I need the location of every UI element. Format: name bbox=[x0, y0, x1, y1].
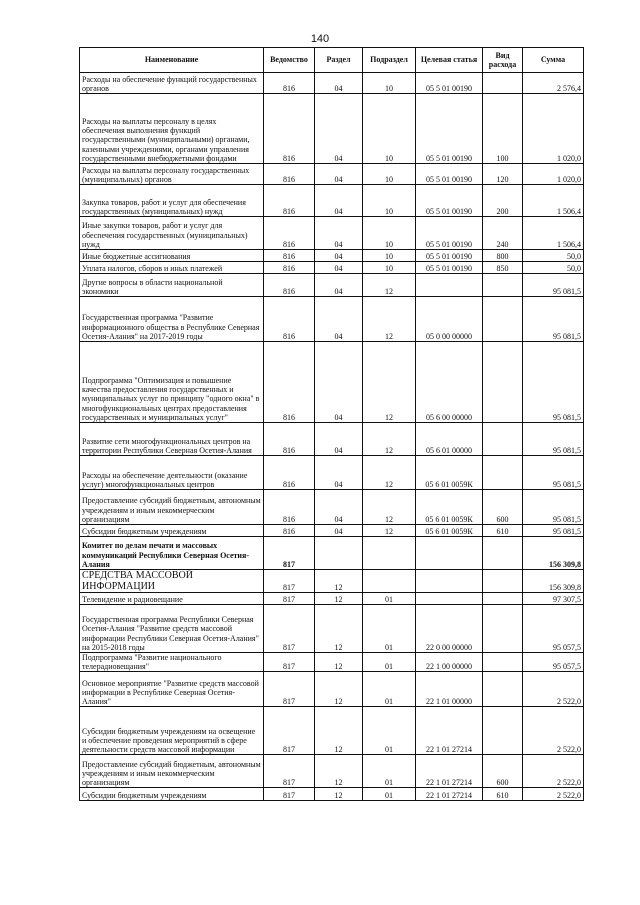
cell-name: Подпрограмма "Развитие национального телерадиовещания" bbox=[80, 653, 264, 672]
cell-department: 816 bbox=[264, 164, 315, 185]
cell-expense-type: 200 bbox=[483, 185, 523, 217]
cell-target-article: 05 5 01 00190 bbox=[416, 73, 483, 94]
cell-amount: 156 309,8 bbox=[523, 570, 584, 593]
cell-section: 12 bbox=[315, 593, 363, 605]
cell-department: 817 bbox=[264, 653, 315, 672]
cell-expense-type: 240 bbox=[483, 217, 523, 250]
cell-department: 816 bbox=[264, 342, 315, 423]
cell-amount: 156 309,8 bbox=[523, 537, 584, 570]
cell-target-article: 05 5 01 00190 bbox=[416, 185, 483, 217]
cell-section: 04 bbox=[315, 217, 363, 250]
cell-department: 816 bbox=[264, 217, 315, 250]
cell-name: Уплата налогов, сборов и иных платежей bbox=[80, 262, 264, 274]
cell-subsection: 01 bbox=[363, 755, 416, 788]
cell-subsection: 10 bbox=[363, 94, 416, 164]
cell-name: Субсидии бюджетным учреждениям bbox=[80, 788, 264, 801]
cell-section: 04 bbox=[315, 185, 363, 217]
cell-amount: 95 057,5 bbox=[523, 605, 584, 653]
cell-department: 816 bbox=[264, 250, 315, 262]
cell-subsection: 12 bbox=[363, 456, 416, 490]
cell-section: 04 bbox=[315, 423, 363, 456]
cell-name: Другие вопросы в области национальной экономики bbox=[80, 274, 264, 297]
cell-target-article: 05 5 01 00190 bbox=[416, 262, 483, 274]
table-row bbox=[80, 250, 584, 262]
cell-subsection bbox=[363, 570, 416, 593]
table-row bbox=[80, 164, 584, 185]
cell-subsection: 10 bbox=[363, 185, 416, 217]
cell-amount: 95 081,5 bbox=[523, 490, 584, 525]
table-row bbox=[80, 274, 584, 297]
table-row bbox=[80, 788, 584, 801]
table-row bbox=[80, 217, 584, 250]
cell-section: 04 bbox=[315, 164, 363, 185]
cell-department: 816 bbox=[264, 262, 315, 274]
cell-target-article: 05 6 00 00000 bbox=[416, 342, 483, 423]
table-row bbox=[80, 755, 584, 788]
cell-amount: 50,0 bbox=[523, 250, 584, 262]
cell-expense-type: 850 bbox=[483, 262, 523, 274]
cell-subsection: 10 bbox=[363, 73, 416, 94]
cell-target-article: 05 5 01 00190 bbox=[416, 217, 483, 250]
cell-section: 04 bbox=[315, 525, 363, 537]
cell-section: 04 bbox=[315, 73, 363, 94]
cell-expense-type bbox=[483, 570, 523, 593]
cell-expense-type: 610 bbox=[483, 788, 523, 801]
cell-department: 817 bbox=[264, 788, 315, 801]
column-header-target-article: Целевая статья bbox=[416, 48, 483, 73]
cell-name: Расходы на выплаты персоналу в целях обеспечения выполнения функций государственными (муниципальными) органами, казенными учреждениями, органами управления государственными внебюджетными фондами bbox=[80, 94, 264, 164]
cell-target-article: 05 0 00 00000 bbox=[416, 297, 483, 342]
cell-name: Закупка товаров, работ и услуг для обеспечения государственных (муниципальных) нужд bbox=[80, 185, 264, 217]
cell-department: 816 bbox=[264, 185, 315, 217]
cell-subsection: 01 bbox=[363, 593, 416, 605]
cell-department: 816 bbox=[264, 456, 315, 490]
cell-department: 817 bbox=[264, 672, 315, 707]
cell-section: 12 bbox=[315, 755, 363, 788]
cell-amount: 2 522,0 bbox=[523, 788, 584, 801]
cell-section: 12 bbox=[315, 605, 363, 653]
cell-section: 04 bbox=[315, 490, 363, 525]
cell-expense-type bbox=[483, 537, 523, 570]
cell-subsection: 01 bbox=[363, 653, 416, 672]
cell-expense-type: 600 bbox=[483, 755, 523, 788]
cell-department: 816 bbox=[264, 525, 315, 537]
cell-target-article: 22 1 01 00000 bbox=[416, 672, 483, 707]
table-row bbox=[80, 653, 584, 672]
cell-section: 12 bbox=[315, 653, 363, 672]
cell-name: Иные бюджетные ассигнования bbox=[80, 250, 264, 262]
cell-subsection: 01 bbox=[363, 605, 416, 653]
cell-target-article bbox=[416, 593, 483, 605]
column-header-name: Наименование bbox=[80, 48, 264, 73]
cell-target-article: 05 6 01 0059К bbox=[416, 490, 483, 525]
cell-amount: 1 020,0 bbox=[523, 164, 584, 185]
cell-section: 12 bbox=[315, 788, 363, 801]
table-row bbox=[80, 94, 584, 164]
cell-expense-type bbox=[483, 707, 523, 755]
table-row bbox=[80, 570, 584, 593]
cell-amount: 95 081,5 bbox=[523, 525, 584, 537]
cell-department: 817 bbox=[264, 707, 315, 755]
cell-section: 04 bbox=[315, 262, 363, 274]
cell-name: Основное мероприятие "Развитие средств массовой информации в Республике Северная Осетия-Алания" bbox=[80, 672, 264, 707]
page-number: 140 bbox=[310, 33, 330, 45]
table-row bbox=[80, 423, 584, 456]
cell-section: 12 bbox=[315, 672, 363, 707]
cell-name: Развитие сети многофункциональных центров на территории Республики Северная Осетия-Алания bbox=[80, 423, 264, 456]
cell-target-article: 05 6 01 0059К bbox=[416, 456, 483, 490]
cell-name: Комитет по делам печати и массовых коммуникаций Республики Северная Осетия-Алания bbox=[80, 537, 264, 570]
cell-expense-type bbox=[483, 423, 523, 456]
cell-target-article: 05 5 01 00190 bbox=[416, 94, 483, 164]
cell-expense-type bbox=[483, 297, 523, 342]
cell-amount: 95 057,5 bbox=[523, 653, 584, 672]
cell-amount: 95 081,5 bbox=[523, 423, 584, 456]
cell-amount: 97 307,5 bbox=[523, 593, 584, 605]
cell-expense-type bbox=[483, 274, 523, 297]
cell-subsection: 12 bbox=[363, 297, 416, 342]
cell-amount: 95 081,5 bbox=[523, 342, 584, 423]
cell-amount: 2 522,0 bbox=[523, 707, 584, 755]
cell-subsection: 12 bbox=[363, 525, 416, 537]
cell-section: 04 bbox=[315, 297, 363, 342]
column-header-department: Ведомство bbox=[264, 48, 315, 73]
cell-subsection: 10 bbox=[363, 217, 416, 250]
header-row bbox=[80, 48, 584, 73]
cell-department: 817 bbox=[264, 605, 315, 653]
cell-department: 817 bbox=[264, 755, 315, 788]
cell-name: Субсидии бюджетным учреждениям на освещение и обеспечение проведения мероприятий в сфере деятельности средств массовой информации bbox=[80, 707, 264, 755]
table-row bbox=[80, 490, 584, 525]
cell-section: 12 bbox=[315, 707, 363, 755]
table-row bbox=[80, 537, 584, 570]
cell-expense-type bbox=[483, 605, 523, 653]
cell-section: 04 bbox=[315, 274, 363, 297]
cell-subsection: 12 bbox=[363, 423, 416, 456]
cell-expense-type: 600 bbox=[483, 490, 523, 525]
table-row bbox=[80, 185, 584, 217]
cell-name: Субсидии бюджетным учреждениям bbox=[80, 525, 264, 537]
cell-expense-type bbox=[483, 73, 523, 94]
cell-expense-type: 610 bbox=[483, 525, 523, 537]
table-row bbox=[80, 593, 584, 605]
column-header-expense-type: Вид расхода bbox=[483, 48, 523, 73]
cell-expense-type bbox=[483, 456, 523, 490]
cell-amount: 50,0 bbox=[523, 262, 584, 274]
cell-expense-type: 800 bbox=[483, 250, 523, 262]
cell-amount: 95 081,5 bbox=[523, 297, 584, 342]
cell-subsection bbox=[363, 537, 416, 570]
cell-name: Иные закупки товаров, работ и услуг для обеспечения государственных (муниципальных) нужд bbox=[80, 217, 264, 250]
cell-expense-type bbox=[483, 653, 523, 672]
cell-expense-type bbox=[483, 342, 523, 423]
table-row bbox=[80, 342, 584, 423]
column-header-subsection: Подраздел bbox=[363, 48, 416, 73]
cell-target-article: 05 6 01 0059К bbox=[416, 525, 483, 537]
cell-subsection: 12 bbox=[363, 342, 416, 423]
cell-name: СРЕДСТВА МАССОВОЙ ИНФОРМАЦИИ bbox=[80, 570, 264, 593]
cell-subsection: 10 bbox=[363, 164, 416, 185]
cell-target-article: 22 1 01 27214 bbox=[416, 707, 483, 755]
cell-department: 816 bbox=[264, 490, 315, 525]
cell-department: 817 bbox=[264, 570, 315, 593]
cell-target-article: 22 1 00 00000 bbox=[416, 653, 483, 672]
cell-amount: 95 081,5 bbox=[523, 456, 584, 490]
cell-department: 817 bbox=[264, 537, 315, 570]
cell-subsection: 01 bbox=[363, 788, 416, 801]
cell-name: Государственная программа "Развитие информационного общества в Республике Северная Осетия-Алания" на 2017-2019 годы bbox=[80, 297, 264, 342]
cell-expense-type: 100 bbox=[483, 94, 523, 164]
cell-subsection: 01 bbox=[363, 672, 416, 707]
cell-amount: 1 506,4 bbox=[523, 185, 584, 217]
cell-name: Предоставление субсидий бюджетным, автономным учреждениям и иным некоммерческим организациям bbox=[80, 490, 264, 525]
cell-department: 817 bbox=[264, 593, 315, 605]
cell-department: 816 bbox=[264, 274, 315, 297]
cell-amount: 1 506,4 bbox=[523, 217, 584, 250]
cell-department: 816 bbox=[264, 94, 315, 164]
cell-subsection: 01 bbox=[363, 707, 416, 755]
cell-expense-type: 120 bbox=[483, 164, 523, 185]
cell-section: 04 bbox=[315, 94, 363, 164]
cell-target-article bbox=[416, 274, 483, 297]
cell-target-article: 05 6 01 00000 bbox=[416, 423, 483, 456]
table-body bbox=[80, 73, 584, 801]
column-header-amount: Сумма bbox=[523, 48, 584, 73]
table-row bbox=[80, 525, 584, 537]
cell-name: Подпрограмма "Оптимизация и повышение качества предоставления государственных и муниципальных услуг по принципу "одного окна" в многофункциональных центрах предоставления государственных и муниципальных услуг" bbox=[80, 342, 264, 423]
cell-name: Государственная программа Республики Северная Осетия-Алания "Развитие средств массовой информации Республики Северная Осетия-Алания" на 2015-2018 годы bbox=[80, 605, 264, 653]
table-row bbox=[80, 605, 584, 653]
budget-table bbox=[79, 47, 584, 801]
cell-subsection: 10 bbox=[363, 262, 416, 274]
cell-amount: 95 081,5 bbox=[523, 274, 584, 297]
cell-target-article: 05 5 01 00190 bbox=[416, 164, 483, 185]
column-header-section: Раздел bbox=[315, 48, 363, 73]
cell-amount: 2 576,4 bbox=[523, 73, 584, 94]
cell-department: 816 bbox=[264, 297, 315, 342]
cell-amount: 2 522,0 bbox=[523, 672, 584, 707]
table-row bbox=[80, 262, 584, 274]
cell-subsection: 10 bbox=[363, 250, 416, 262]
cell-target-article bbox=[416, 537, 483, 570]
table-row bbox=[80, 456, 584, 490]
cell-subsection: 12 bbox=[363, 490, 416, 525]
table-row bbox=[80, 297, 584, 342]
cell-target-article: 05 5 01 00190 bbox=[416, 250, 483, 262]
cell-name: Расходы на выплаты персоналу государственных (муниципальных) органов bbox=[80, 164, 264, 185]
cell-expense-type bbox=[483, 593, 523, 605]
cell-name: Расходы на обеспечение функций государственных органов bbox=[80, 73, 264, 94]
table-row bbox=[80, 672, 584, 707]
cell-subsection: 12 bbox=[363, 274, 416, 297]
cell-section: 04 bbox=[315, 456, 363, 490]
cell-name: Расходы на обеспечение деятельности (оказание услуг) многофункциональных центров bbox=[80, 456, 264, 490]
table-row bbox=[80, 707, 584, 755]
cell-name: Телевидение и радиовещание bbox=[80, 593, 264, 605]
cell-section: 04 bbox=[315, 342, 363, 423]
cell-section: 04 bbox=[315, 250, 363, 262]
cell-section bbox=[315, 537, 363, 570]
cell-expense-type bbox=[483, 672, 523, 707]
cell-target-article bbox=[416, 570, 483, 593]
table-row bbox=[80, 73, 584, 94]
cell-target-article: 22 0 00 00000 bbox=[416, 605, 483, 653]
cell-department: 816 bbox=[264, 73, 315, 94]
cell-section: 12 bbox=[315, 570, 363, 593]
cell-name: Предоставление субсидий бюджетным, автономным учреждениям и иным некоммерческим организациям bbox=[80, 755, 264, 788]
cell-amount: 2 522,0 bbox=[523, 755, 584, 788]
cell-department: 816 bbox=[264, 423, 315, 456]
cell-amount: 1 020,0 bbox=[523, 94, 584, 164]
cell-target-article: 22 1 01 27214 bbox=[416, 755, 483, 788]
cell-target-article: 22 1 01 27214 bbox=[416, 788, 483, 801]
